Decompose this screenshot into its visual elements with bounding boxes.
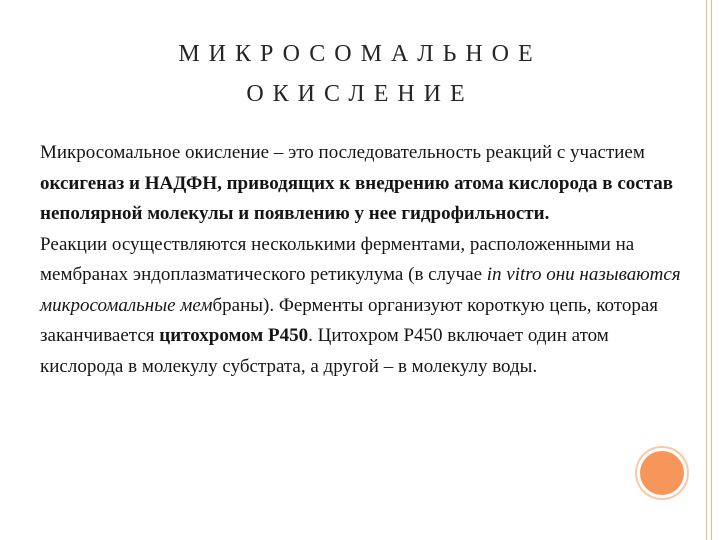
- decorative-circle: [640, 451, 684, 495]
- text-membranes: браны). Ферменты организуют короткую цепь, которая заканчивается: [40, 294, 659, 346]
- text-bold-oxygenases: оксигеназ и НАДФН, приводящих к внедрению атома кислорода в состав неполярной молекулы и появлению у нее гидрофильности.: [40, 172, 674, 224]
- title-line-1: МИКРОСОМАЛЬНОЕ: [178, 41, 542, 67]
- slide-body-text: [40, 138, 695, 382]
- text-reactions: Реакции осуществляются несколькими ферментами, расположенными на мембранах эндоплазматического ретикулума (в случае: [40, 233, 635, 285]
- text-bold-cytochrome: цитохромом Р450: [159, 325, 309, 346]
- text-intro: Микросомальное окисление – это последовательность реакций с участием: [40, 142, 645, 163]
- text-italic-invitro: in vitro они называются микросомальные мем: [40, 264, 681, 316]
- slide-title: [0, 34, 720, 114]
- text-conclusion: . Цитохром Р450 включает один атом кислорода в молекулу субстрата, а другой – в молекулу воды.: [40, 325, 609, 377]
- title-line-2: ОКИСЛЕНИЕ: [246, 81, 474, 107]
